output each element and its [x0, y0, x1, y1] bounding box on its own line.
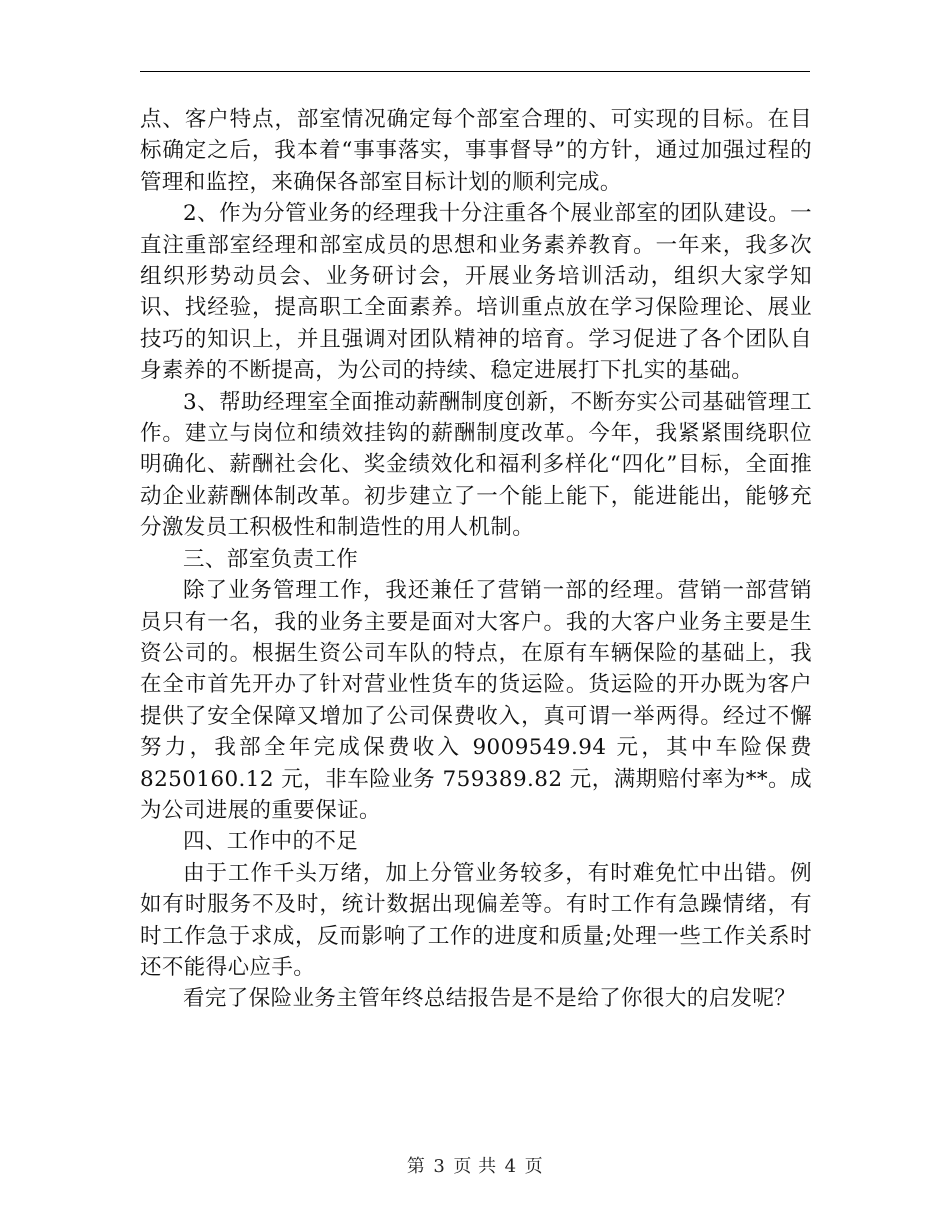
- footer-current-page: 3: [433, 1156, 446, 1177]
- page-number-footer: [0, 1152, 950, 1178]
- paragraph-team-building: 2、作为分管业务的经理我十分注重各个展业部室的团队建设。一直注重部室经理和部室成员的思想和业务素养教育。一年来，我多次组织形势动员会、业务研讨会，开展业务培训活动，组织大家学知识、找经验，提高职工全面素养。培训重点放在学习保险理论、展业技巧的知识上，并且强调对团队精神的培育。学习促进了各个团队自身素养的不断提高，为公司的持续、稳定进展打下扎实的基础。: [140, 201, 812, 384]
- paragraph-continued: 点、客户特点，部室情况确定每个部室合理的、可实现的目标。在目标确定之后，我本着“事事落实，事事督导”的方针，通过加强过程的管理和监控，来确保各部室目标计划的顺利完成。: [140, 107, 812, 195]
- document-body: [140, 104, 812, 1015]
- paragraph-shortcomings: 由于工作千头万绪，加上分管业务较多，有时难免忙中出错。例如有时服务不及时，统计数据出现偏差等。有时工作有急躁情绪，有时工作急于求成，反而影响了工作的进度和质量;处理一些工作关系时还不能得心应手。: [140, 860, 812, 980]
- paragraph-salary-reform: 3、帮助经理室全面推动薪酬制度创新，不断夯实公司基础管理工作。建立与岗位和绩效挂钩的薪酬制度改革。今年，我紧紧围绕职位明确化、薪酬社会化、奖金绩效化和福利多样化“四化”目标，全面推动企业薪酬体制改革。初步建立了一个能上能下，能进能出，能够充分激发员工积极性和制造性的用人机制。: [140, 389, 812, 541]
- section-heading-shortcomings: 四、工作中的不足: [183, 829, 359, 855]
- paragraph-closing: 看完了保险业务主管年终总结报告是不是给了你很大的启发呢？: [183, 986, 797, 1012]
- header-rule: [140, 71, 810, 72]
- footer-suffix: 页: [524, 1156, 544, 1177]
- section-heading-department: 三、部室负责工作: [183, 546, 359, 572]
- footer-prefix: 第: [406, 1156, 426, 1177]
- paragraph-sales-department: 除了业务管理工作，我还兼任了营销一部的经理。营销一部营销员只有一名，我的业务主要是面对大客户。我的大客户业务主要是生资公司的。根据生资公司车队的特点，在原有车辆保险的基础上，我在全市首先开办了针对营业性货车的货运险。货运险的开办既为客户提供了安全保障又增加了公司保费收入，真可谓一举两得。经过不懈努力，我部全年完成保费收入 9009549.94 元，其中车险保费 8250160.12 元，非车险业务 759389.82 元，满期赔付率为**。成为公司进展的重要保证。: [140, 578, 812, 823]
- footer-total-pages: 4: [504, 1156, 517, 1177]
- footer-middle: 页 共: [453, 1156, 497, 1177]
